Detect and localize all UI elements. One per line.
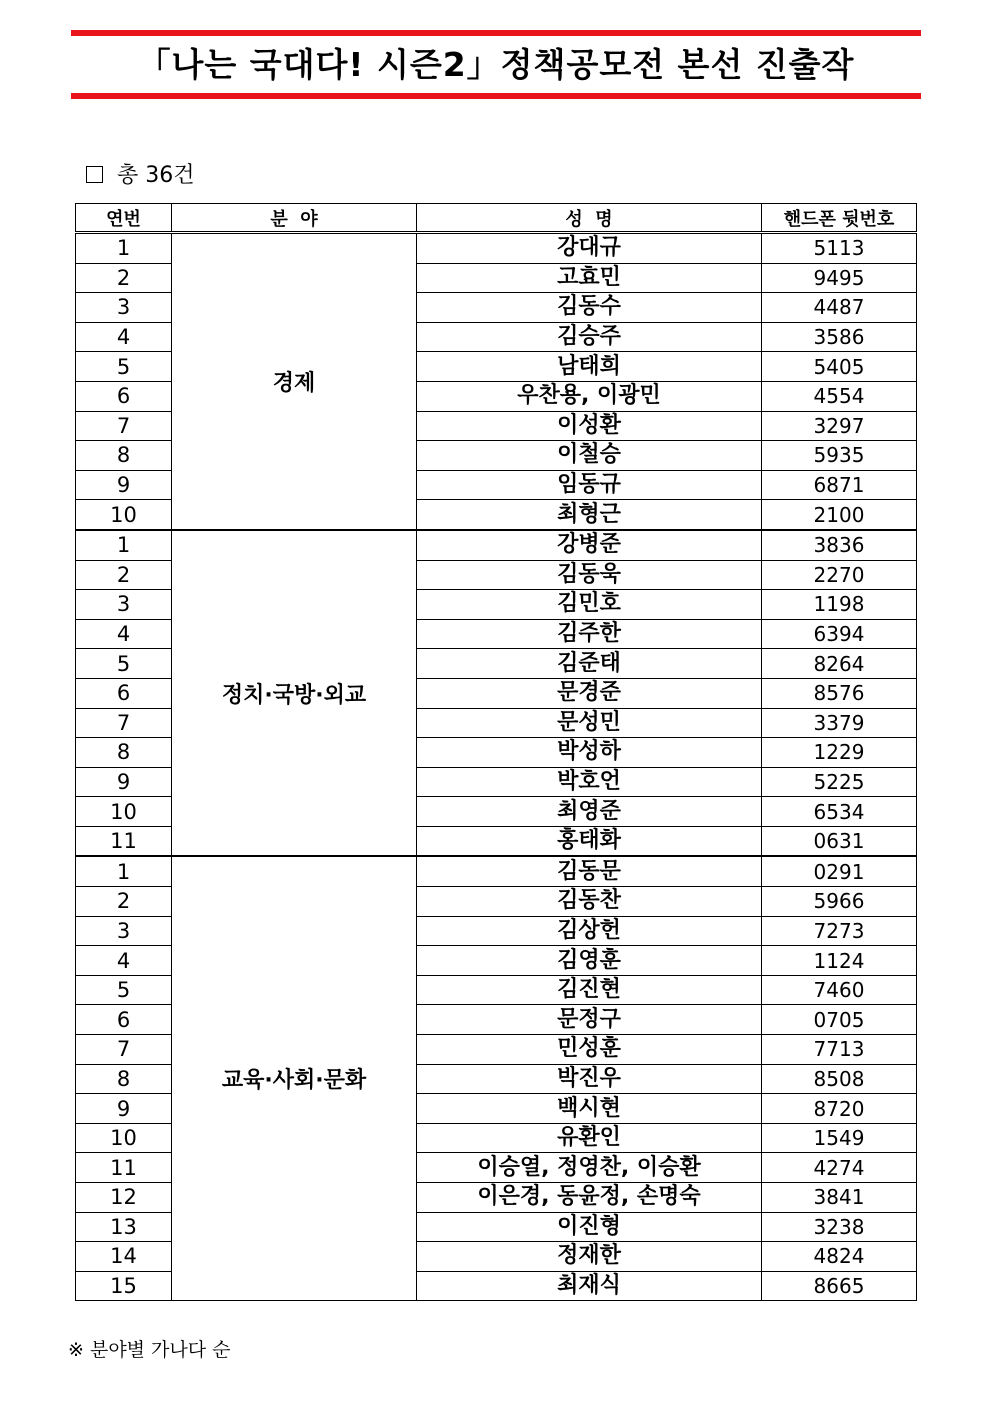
phone-suffix: 7460	[762, 975, 917, 1005]
applicant-name: 김상헌	[417, 916, 762, 946]
row-number: 11	[76, 1153, 172, 1183]
phone-suffix: 4274	[762, 1153, 917, 1183]
table-header-row	[76, 204, 917, 233]
row-number: 3	[76, 293, 172, 323]
applicant-name: 유환인	[417, 1123, 762, 1153]
applicant-name: 문성민	[417, 708, 762, 738]
applicant-name: 임동규	[417, 470, 762, 500]
row-number: 8	[76, 738, 172, 768]
applicant-name: 김준태	[417, 649, 762, 679]
row-number: 4	[76, 619, 172, 649]
phone-suffix: 6394	[762, 619, 917, 649]
phone-suffix: 4824	[762, 1242, 917, 1272]
phone-suffix: 2100	[762, 500, 917, 530]
phone-suffix: 2270	[762, 560, 917, 590]
row-number: 2	[76, 263, 172, 293]
field-category: 경제	[172, 233, 417, 530]
row-number: 5	[76, 352, 172, 382]
applicant-name: 문경준	[417, 678, 762, 708]
phone-suffix: 8665	[762, 1271, 917, 1301]
phone-suffix: 9495	[762, 263, 917, 293]
applicant-name: 백시현	[417, 1094, 762, 1124]
phone-suffix: 8576	[762, 678, 917, 708]
checkbox-icon	[86, 166, 103, 183]
phone-suffix: 8508	[762, 1064, 917, 1094]
applicant-name: 김동욱	[417, 560, 762, 590]
applicant-name: 최형근	[417, 500, 762, 530]
row-number: 1	[76, 856, 172, 886]
header-phone: 핸드폰 뒷번호	[762, 204, 917, 233]
table-row	[76, 530, 917, 560]
row-number: 7	[76, 1035, 172, 1065]
row-number: 4	[76, 946, 172, 976]
row-number: 15	[76, 1271, 172, 1301]
total-count: 총 36건	[117, 163, 195, 188]
phone-suffix: 0631	[762, 826, 917, 856]
phone-suffix: 5225	[762, 767, 917, 797]
applicant-name: 이성환	[417, 411, 762, 441]
phone-suffix: 5966	[762, 887, 917, 917]
phone-suffix: 7713	[762, 1035, 917, 1065]
applicant-name: 홍태화	[417, 826, 762, 856]
phone-suffix: 5113	[762, 233, 917, 264]
phone-suffix: 4487	[762, 293, 917, 323]
row-number: 3	[76, 590, 172, 620]
applicant-name: 김동찬	[417, 887, 762, 917]
applicant-name: 김동수	[417, 293, 762, 323]
row-number: 10	[76, 797, 172, 827]
applicant-name: 강대규	[417, 233, 762, 264]
phone-suffix: 5935	[762, 441, 917, 471]
applicant-name: 이승열, 정영찬, 이승환	[417, 1153, 762, 1183]
phone-suffix: 4554	[762, 381, 917, 411]
applicant-name: 우찬용, 이광민	[417, 381, 762, 411]
applicant-name: 최재식	[417, 1271, 762, 1301]
phone-suffix: 3238	[762, 1212, 917, 1242]
header-no: 연번	[76, 204, 172, 233]
row-number: 4	[76, 322, 172, 352]
phone-suffix: 0705	[762, 1005, 917, 1035]
applicant-name: 이진형	[417, 1212, 762, 1242]
phone-suffix: 6871	[762, 470, 917, 500]
applicant-name: 정재한	[417, 1242, 762, 1272]
phone-suffix: 3379	[762, 708, 917, 738]
row-number: 1	[76, 530, 172, 560]
applicant-name: 최영준	[417, 797, 762, 827]
field-category: 정치·국방·외교	[172, 530, 417, 857]
header-name: 성 명	[417, 204, 762, 233]
applicant-name: 고효민	[417, 263, 762, 293]
applicant-name: 김동문	[417, 856, 762, 886]
applicant-name: 이철승	[417, 441, 762, 471]
row-number: 8	[76, 1064, 172, 1094]
applicant-name: 이은경, 동윤정, 손명숙	[417, 1183, 762, 1213]
table-row	[76, 233, 917, 264]
applicant-name: 김승주	[417, 322, 762, 352]
row-number: 3	[76, 916, 172, 946]
row-number: 8	[76, 441, 172, 471]
phone-suffix: 7273	[762, 916, 917, 946]
row-number: 14	[76, 1242, 172, 1272]
applicant-name: 김진현	[417, 975, 762, 1005]
header-field: 분 야	[172, 204, 417, 233]
row-number: 2	[76, 560, 172, 590]
row-number: 10	[76, 500, 172, 530]
row-number: 1	[76, 233, 172, 264]
row-number: 13	[76, 1212, 172, 1242]
row-number: 6	[76, 678, 172, 708]
applicant-name: 박진우	[417, 1064, 762, 1094]
phone-suffix: 1229	[762, 738, 917, 768]
row-number: 9	[76, 767, 172, 797]
phone-suffix: 3586	[762, 322, 917, 352]
table-row	[76, 856, 917, 886]
phone-suffix: 6534	[762, 797, 917, 827]
phone-suffix: 3836	[762, 530, 917, 560]
row-number: 7	[76, 411, 172, 441]
applicant-name: 박성하	[417, 738, 762, 768]
phone-suffix: 8264	[762, 649, 917, 679]
row-number: 11	[76, 826, 172, 856]
applicant-name: 민성훈	[417, 1035, 762, 1065]
total-count-line	[86, 160, 195, 192]
page-title: 「나는 국대다! 시즌2」정책공모전 본선 진출작	[137, 45, 855, 84]
applicant-name: 남태희	[417, 352, 762, 382]
row-number: 2	[76, 887, 172, 917]
phone-suffix: 3841	[762, 1183, 917, 1213]
row-number: 5	[76, 649, 172, 679]
row-number: 9	[76, 1094, 172, 1124]
title-top-rule	[71, 30, 921, 36]
phone-suffix: 1198	[762, 590, 917, 620]
row-number: 5	[76, 975, 172, 1005]
phone-suffix: 0291	[762, 856, 917, 886]
applicant-name: 문정구	[417, 1005, 762, 1035]
row-number: 10	[76, 1123, 172, 1153]
phone-suffix: 1124	[762, 946, 917, 976]
row-number: 6	[76, 381, 172, 411]
applicant-name: 김민호	[417, 590, 762, 620]
phone-suffix: 5405	[762, 352, 917, 382]
applicant-name: 강병준	[417, 530, 762, 560]
finalist-table	[75, 203, 917, 1301]
row-number: 7	[76, 708, 172, 738]
row-number: 12	[76, 1183, 172, 1213]
table-body	[76, 233, 917, 1301]
title-bottom-rule	[71, 93, 921, 99]
row-number: 6	[76, 1005, 172, 1035]
applicant-name: 김영훈	[417, 946, 762, 976]
applicant-name: 박호언	[417, 767, 762, 797]
phone-suffix: 1549	[762, 1123, 917, 1153]
footnote: ※ 분야별 가나다 순	[68, 1339, 231, 1361]
phone-suffix: 3297	[762, 411, 917, 441]
row-number: 9	[76, 470, 172, 500]
phone-suffix: 8720	[762, 1094, 917, 1124]
field-category: 교육·사회·문화	[172, 856, 417, 1300]
applicant-name: 김주한	[417, 619, 762, 649]
